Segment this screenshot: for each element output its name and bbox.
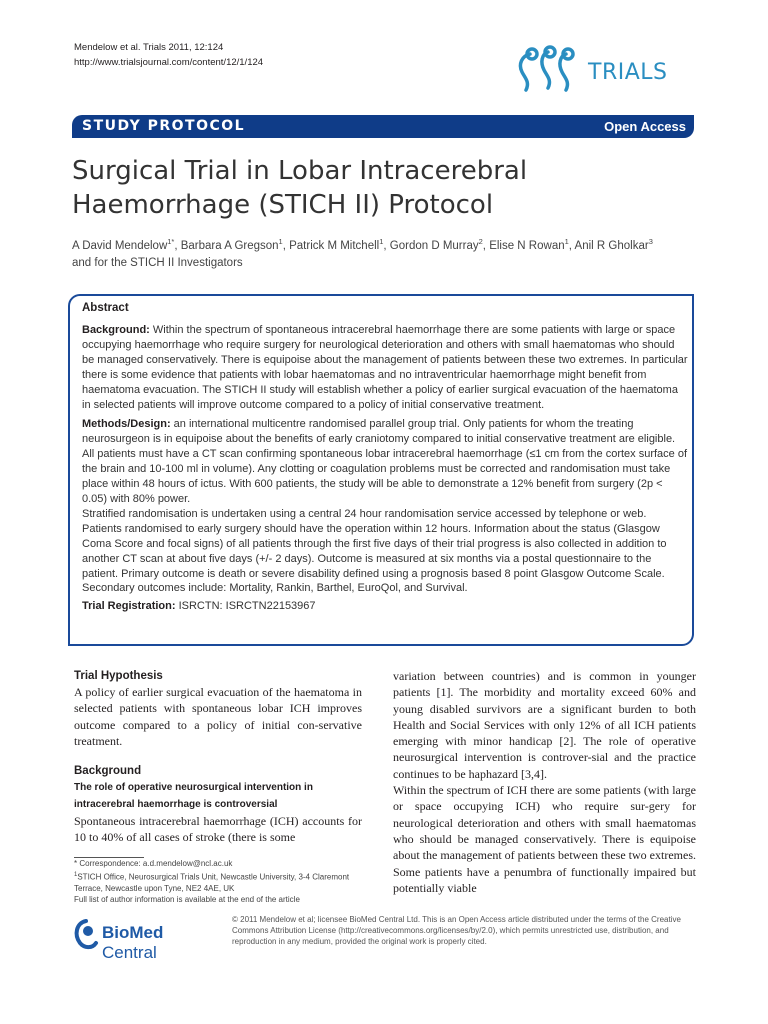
abstract-box [68,294,694,646]
abstract-methods-continued: Stratified randomisation is undertaken using a central 24 hour randomisation service accessed by telephone or web. Patients randomised to early surgery should have the operation within 12 hours. Information about the status (Glasgow Coma Score and focal signs) of all patients through the first five days of their trial progress is also collected in addition to another CT scan at about five days (+/- 2 days). Outcome is measured at six months via a postal questionnaire to the patient. Primary outcome is death or severe disability defined using a prognosis based 8 point Glasgow Outcome Scale. Secondary outcomes include: Mortality, Rankin, Barthel, EuroQol, and Survival. [82,507,667,595]
author-affiliation-sup: 2 [478,237,483,246]
article-title: Surgical Trial in Lobar Intracerebral Haemorrhage (STICH II) Protocol [72,156,528,220]
author-name: A David Mendelow [72,239,168,252]
article-type-label: STUDY PROTOCOL [82,118,246,134]
background-heading: Background [74,765,142,778]
abstract-registration [82,599,688,614]
license-statement: © 2011 Mendelow et al; licensee BioMed Central Ltd. This is an Open Access article distributed under the terms of the Creative Commons Attribution License (http://creativecommons.org/licenses/by/2.0), which permits unrestricted use, distribution, and reproduction in any medium, provided the original work is properly cited. [232,915,681,946]
trials-journal-logo [512,44,697,94]
biomed-central-logo [72,915,222,962]
abstract-methods-text: an international multicentre randomised parallel group trial. Only patients for whom the treating neurosurgeon is in equipoise about the benefits of early craniotomy compared to initial conservative treatment are eligible. All patients must have a CT scan confirming spontaneous lobar intracerebral haemorrhage (≤1 cm from the cortex surface of the brain and 10-100 ml in volume). Any clotting or coagulation problems must be corrected and randomisation must take place within 48 hours of ictus. With 600 patients, the study will be able to demonstrate a 12% benefit from surgery (2p < 0.05) with 80% power. [82,418,688,505]
abstract-heading: Abstract [82,302,129,314]
author-name: Elise N Rowan [489,239,565,252]
body-left-column [74,668,362,846]
right-paragraph-2: Within the spectrum of ICH there are some patients (with large or space occupying ICH) who require sur-gery for neurological deterioration and others with small haematomas who should be managed conservatively. There is equipoise about the management of patients between these two extremes. Some patients have a penumbra of functionally impaired but potentially viable [393,783,696,895]
article-url-link[interactable]: http://www.trialsjournal.com/content/12/1/124 [74,57,264,68]
author-info-note: Full list of author information is available at the end of the article [74,895,300,905]
correspondence-note: * Correspondence: a.d.mendelow@ncl.ac.uk [74,859,233,868]
hypothesis-text: A policy of earlier surgical evacuation of the haematoma in selected patients with spontaneous lobar ICH improves outcome compared to a policy of initial con-servative treatment. [74,685,362,748]
abstract-registration-label: Trial Registration: [82,600,176,613]
biomed-logo-light: Central [102,943,157,962]
background-subheading: The role of operative neurosurgical intervention in intracerebral haemorrhage is controversial [74,782,313,811]
citation-block [74,40,263,70]
affiliation-text: STICH Office, Neurosurgical Trials Unit, Newcastle University, 3-4 Claremont Terrace, Newcastle upon Tyne, NE2 4AE, UK [74,872,350,893]
author-name: Barbara A Gregson [180,239,279,252]
abstract-background-label: Background: [82,324,150,336]
hypothesis-heading: Trial Hypothesis [74,670,163,682]
abstract-body [82,323,688,614]
author-list: A David Mendelow$^{1*}$, Barbara A Gregson$^1$, Patrick M Mitchell$^1$, Gordon D Murray$^2$, Elise N Rowan$^1$, Anil R Gholkar$^3$ and for the STICH II Investigators [72,237,653,269]
article-type-banner [72,115,694,138]
abstract-background-text: Within the spectrum of spontaneous intracerebral haemorrhage there are some patients with large or space occupying haemorrhage who require surgery for neurological deterioration and others with small haematomas who should be managed conservatively. There is equipoise about the management of patients between these two extremes. In particular there is some evidence that patients with lobar haematomas and no intraventricular haemorrhage might benefit from haematoma evacuation. The STICH II study will establish whether a policy of earlier surgical evacuation of the haematoma in selected patients will improve outcome compared to a policy of initial conservative treatment. [82,324,688,411]
author-name: Anil R Gholkar [574,239,649,252]
abstract-methods [82,417,688,506]
author-affiliation-sup: 1* [167,237,175,246]
trials-logo-icon [512,44,592,94]
footnotes [74,858,374,906]
right-paragraph-1: variation between countries) and is common in younger patients [1]. The morbidity and mortality exceed 60% and young disabled survivors are a significant burden to both Health and Social Services with only 12% of all ICH patients emerging with minor handicap [2]. The role of operative neurosurgical intervention is controver-sial and the practice continues to be haphazard [3,4]. [393,669,696,781]
biomed-swirl-icon [72,917,100,953]
background-text: Spontaneous intracerebral haemorrhage (ICH) accounts for 10 to 40% of all cases of stroke (there is some [74,814,362,845]
author-name: Gordon D Murray [389,239,479,252]
biomed-logo-text [102,923,222,963]
author-name: Patrick M Mitchell [289,239,380,252]
abstract-background [82,323,688,412]
affiliation-sup: 1 [74,871,78,878]
affiliation-note [74,870,374,895]
author-affiliation-sup: 3 [648,237,653,246]
author-affiliation-sup: 1 [379,237,384,246]
body-right-column [393,668,696,896]
trials-logo-text: TRIALS [588,60,668,85]
abstract-registration-text: ISRCTN: ISRCTN22153967 [175,600,316,613]
open-access-label: Open Access [604,119,686,134]
biomed-logo-bold: BioMed [102,923,164,942]
author-affiliation-sup: 1 [564,237,569,246]
author-group: and for the STICH II Investigators [72,256,243,269]
citation-line: Mendelow et al. Trials 2011, 12:124 [74,42,224,53]
author-affiliation-sup: 1 [278,237,283,246]
abstract-methods-label: Methods/Design: [82,418,171,431]
